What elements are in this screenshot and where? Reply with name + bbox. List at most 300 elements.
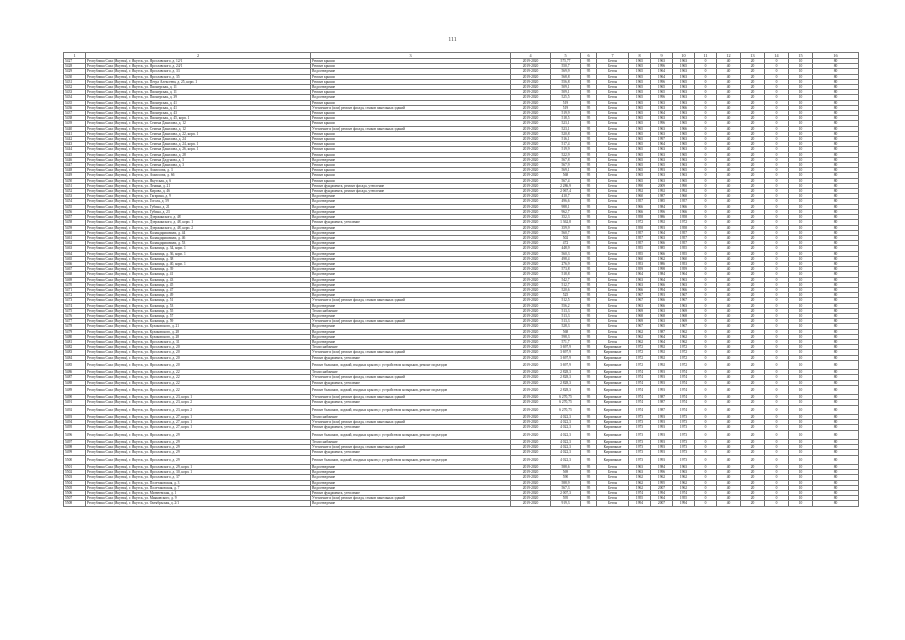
table-cell: 40	[717, 69, 741, 74]
table-cell: 0	[695, 157, 717, 162]
table-cell: 5438	[64, 116, 86, 121]
column-number: 5	[551, 53, 581, 59]
table-cell: 1962	[673, 475, 695, 480]
table-cell: 10	[789, 241, 813, 246]
table-cell: 2019-2020	[511, 287, 551, 292]
table-cell: 1963	[673, 163, 695, 168]
table-cell: 1962	[651, 256, 673, 261]
table-cell: Республика Саха (Якутия), г. Якутск, ул. Ярославского, д. 20	[86, 345, 311, 350]
table-cell: 1992	[629, 189, 651, 194]
table-cell: 80	[813, 157, 859, 162]
table-cell: 1972	[673, 355, 695, 360]
table-cell: 1965	[629, 95, 651, 100]
table-cell: 95	[581, 178, 597, 183]
table-cell: Бетон	[597, 230, 629, 235]
table-cell: 5500	[64, 455, 86, 464]
table-cell: 40	[717, 334, 741, 339]
table-cell: 0	[765, 230, 789, 235]
table-cell: 40	[717, 105, 741, 110]
table-cell: 10	[789, 490, 813, 495]
column-number: 16	[813, 53, 859, 59]
table-cell: Бетон	[597, 116, 629, 121]
table-cell: 1966	[651, 251, 673, 256]
table-cell: 20	[741, 168, 765, 173]
table-cell: 0	[765, 235, 789, 240]
table-cell: 0	[695, 261, 717, 266]
table-cell: 80	[813, 375, 859, 380]
table-cell: 20	[741, 152, 765, 157]
table-cell: 20	[741, 345, 765, 350]
table-cell: Республика Саха (Якутия), г. Якутск, ул. Гоголя, д. 59	[86, 199, 311, 204]
table-cell: 95	[581, 85, 597, 90]
table-cell: 1972	[629, 355, 651, 360]
table-cell: 0	[765, 334, 789, 339]
table-cell: Бетон	[597, 209, 629, 214]
table-cell: 1965	[651, 324, 673, 329]
table-cell: 1962	[673, 480, 695, 485]
table-cell: 1974	[629, 380, 651, 385]
table-cell: 80	[813, 142, 859, 147]
table-cell: 95	[581, 90, 597, 95]
table-cell: 2019-2020	[511, 59, 551, 64]
table-cell: 5494	[64, 420, 86, 425]
table-cell: 20	[741, 74, 765, 79]
table-cell: 1967	[629, 324, 651, 329]
table-cell: 10	[789, 79, 813, 84]
table-cell: 20	[741, 319, 765, 324]
table-cell: 1993	[651, 168, 673, 173]
table-cell: 0	[695, 69, 717, 74]
table-cell: 590	[551, 475, 581, 480]
table-cell: 1972	[629, 220, 651, 225]
table-cell: 1994	[651, 287, 673, 292]
table-cell: 1964	[651, 142, 673, 147]
table-cell: 2019-2020	[511, 480, 551, 485]
table-cell: 95	[581, 490, 597, 495]
table-cell: 95	[581, 272, 597, 277]
table-cell: 80	[813, 350, 859, 355]
table-cell: 2019-2020	[511, 293, 551, 298]
table-cell: 0	[695, 189, 717, 194]
table-cell: 80	[813, 425, 859, 430]
table-cell: 95	[581, 464, 597, 469]
table-cell: Республика Саха (Якутия), г. Якутск, ул. Ярославского, д. 20	[86, 350, 311, 355]
table-cell: 10	[789, 142, 813, 147]
table-cell: 1963	[629, 303, 651, 308]
table-cell: 95	[581, 355, 597, 360]
table-cell: 1974	[673, 380, 695, 385]
table-cell: 2019-2020	[511, 303, 551, 308]
table-cell: 0	[695, 168, 717, 173]
table-cell: 1959	[673, 267, 695, 272]
table-cell: 20	[741, 272, 765, 277]
table-cell: 2019-2020	[511, 272, 551, 277]
table-cell: 20	[741, 439, 765, 444]
table-cell: 40	[717, 272, 741, 277]
table-cell: 1993	[651, 293, 673, 298]
table-cell: 0	[695, 450, 717, 455]
table-cell: 2019-2020	[511, 345, 551, 350]
table-cell: 525,5	[551, 95, 581, 100]
table-cell: 1962	[673, 334, 695, 339]
table-cell: 40	[717, 385, 741, 394]
table-cell: 95	[581, 287, 597, 292]
table-cell: 2019-2020	[511, 395, 551, 400]
table-cell: 1973	[629, 425, 651, 430]
table-cell: Бетон	[597, 293, 629, 298]
table-cell: 1965	[651, 163, 673, 168]
table-cell: 5467	[64, 267, 86, 272]
table-cell: 40	[717, 350, 741, 355]
table-cell: 10	[789, 194, 813, 199]
table-cell: 80	[813, 430, 859, 439]
table-cell: Республика Саха (Якутия), г. Якутск, ул. Ярославского, д. 22	[86, 385, 311, 394]
table-cell: 10	[789, 74, 813, 79]
table-cell: 95	[581, 74, 597, 79]
table-cell: Республика Саха (Якутия), г. Якутск, ул. Кальвица, д. 43	[86, 277, 311, 282]
table-cell: 40	[717, 178, 741, 183]
table-row	[64, 385, 859, 394]
table-cell: Республика Саха (Якутия), г. Якутск, ул. Ярославского, д. 24/1	[86, 64, 311, 69]
table-cell: 2019-2020	[511, 313, 551, 318]
table-cell: 5496	[64, 430, 86, 439]
table-cell: Республика Саха (Якутия), г. Якутск, ул. Кальвица, д. 49	[86, 293, 311, 298]
table-cell: Ремонт фундамента, утепление	[311, 450, 511, 455]
table-cell: Кирпичные	[597, 425, 629, 430]
table-cell: 40	[717, 319, 741, 324]
table-cell: Кирпичные	[597, 360, 629, 369]
table-cell: 95	[581, 261, 597, 266]
table-cell: Ремонт фундамента, утепление	[311, 400, 511, 405]
table-cell: Ремонт крыши	[311, 173, 511, 178]
table-cell: 20	[741, 64, 765, 69]
table-cell: 20	[741, 157, 765, 162]
table-cell: 0	[695, 64, 717, 69]
table-cell: 1967	[673, 324, 695, 329]
table-cell: 10	[789, 414, 813, 419]
table-cell: Ремонт крыши	[311, 74, 511, 79]
table-cell: 5431	[64, 79, 86, 84]
table-cell: Бетон	[597, 74, 629, 79]
table-cell: 0	[695, 147, 717, 152]
table-cell: Водоотведение	[311, 204, 511, 209]
table-cell: Ремонт крыши	[311, 79, 511, 84]
table-cell: 5489	[64, 385, 86, 394]
table-cell: 20	[741, 225, 765, 230]
table-cell: Республика Саха (Якутия), г. Якутск, ул. Дзержинского, д. 48, корп. 1	[86, 220, 311, 225]
table-cell: 80	[813, 116, 859, 121]
table-cell: 0	[695, 246, 717, 251]
table-cell: 0	[765, 485, 789, 490]
table-cell: 40	[717, 475, 741, 480]
table-cell: 5441	[64, 131, 86, 136]
table-cell: Республика Саха (Якутия), г. Якутск, ул. Кальвица, д. 47	[86, 287, 311, 292]
table-cell: 1957	[629, 230, 651, 235]
table-cell: 448,9	[551, 246, 581, 251]
column-number: 7	[597, 53, 629, 59]
table-cell: 2019-2020	[511, 324, 551, 329]
table-cell: 20	[741, 303, 765, 308]
table-cell: 0	[765, 339, 789, 344]
table-cell: 5505	[64, 485, 86, 490]
table-cell: 20	[741, 137, 765, 142]
table-cell: 95	[581, 157, 597, 162]
table-cell: 1968	[629, 313, 651, 318]
table-cell: 2019-2020	[511, 225, 551, 230]
table-cell: 40	[717, 251, 741, 256]
table-cell: 80	[813, 501, 859, 506]
table-cell: 80	[813, 464, 859, 469]
table-cell: 2019-2020	[511, 142, 551, 147]
table-cell: 95	[581, 485, 597, 490]
table-cell: 1963	[651, 173, 673, 178]
table-cell: Водоотведение	[311, 501, 511, 506]
table-cell: 2 007,3	[551, 490, 581, 495]
table-cell: 40	[717, 111, 741, 116]
table-cell: Республика Саха (Якутия), г. Якутск, ул. Кальвица, д. 55	[86, 308, 311, 313]
table-cell: 1963	[651, 147, 673, 152]
table-cell: 10	[789, 251, 813, 256]
table-cell: 0	[695, 303, 717, 308]
table-cell: 1965	[673, 142, 695, 147]
table-cell: 1963	[651, 319, 673, 324]
table-cell: 0	[695, 163, 717, 168]
table-cell: 40	[717, 183, 741, 188]
table-cell: 20	[741, 324, 765, 329]
table-cell: 1963	[629, 282, 651, 287]
table-cell: 10	[789, 230, 813, 235]
table-cell: 5483	[64, 350, 86, 355]
table-cell: 0	[695, 490, 717, 495]
table-cell: 20	[741, 385, 765, 394]
table-cell: 1965	[629, 126, 651, 131]
table-cell: 2019-2020	[511, 455, 551, 464]
table-cell: 1958	[629, 215, 651, 220]
table-cell: 4 022,3	[551, 439, 581, 444]
table-cell: 95	[581, 235, 597, 240]
table-cell: 1964	[673, 272, 695, 277]
table-cell: 560,3	[551, 251, 581, 256]
table-cell: 1990	[673, 183, 695, 188]
table-cell: 80	[813, 445, 859, 450]
table-cell: 1969	[673, 319, 695, 324]
table-cell: 1962	[629, 334, 651, 339]
table-cell: 5443	[64, 142, 86, 147]
table-cell: 5434	[64, 95, 86, 100]
table-cell: 80	[813, 414, 859, 419]
table-cell: Республика Саха (Якутия), г. Якутск, ул. Ярославского, д. 29	[86, 430, 311, 439]
table-cell: 40	[717, 490, 741, 495]
table-cell: 1973	[629, 450, 651, 455]
table-cell: 0	[765, 199, 789, 204]
table-cell: Бетон	[597, 163, 629, 168]
table-cell: 1974	[673, 385, 695, 394]
table-cell: 1992	[651, 189, 673, 194]
column-number: 10	[673, 53, 695, 59]
table-cell: 95	[581, 173, 597, 178]
table-cell: Республика Саха (Якутия), г. Якутск, ул. Пионерская, д. 43	[86, 111, 311, 116]
table-cell: 0	[765, 163, 789, 168]
table-cell: Кирпичные	[597, 350, 629, 355]
table-cell: 5448	[64, 168, 86, 173]
table-cell: 0	[765, 319, 789, 324]
table-cell: Теплоснабжение	[311, 439, 511, 444]
table-cell: 40	[717, 241, 741, 246]
table-cell: 1974	[629, 400, 651, 405]
table-cell: 95	[581, 319, 597, 324]
table-cell: 1965	[629, 168, 651, 173]
table-cell: 10	[789, 95, 813, 100]
table-cell: Бетон	[597, 256, 629, 261]
table-cell: 5493	[64, 414, 86, 419]
table-cell: 1966	[673, 126, 695, 131]
table-cell: 40	[717, 293, 741, 298]
table-cell: 20	[741, 251, 765, 256]
table-cell: Республика Саха (Якутия), г. Якутск, ул. Ярославского, д. 27, корп. 1	[86, 425, 311, 430]
table-cell: Водоотведение	[311, 277, 511, 282]
table-cell: Ремонт балконов, лоджий, входных крылец с устройством козырьков, ремонт подъездов	[311, 360, 511, 369]
table-cell: 0	[695, 324, 717, 329]
table-cell: 0	[765, 189, 789, 194]
table-cell: 80	[813, 90, 859, 95]
table-cell: 10	[789, 439, 813, 444]
table-cell: Бетон	[597, 215, 629, 220]
table-cell: 5460	[64, 230, 86, 235]
table-cell: 40	[717, 430, 741, 439]
table-cell: 40	[717, 64, 741, 69]
table-cell: 525	[551, 293, 581, 298]
table-cell: Бетон	[597, 137, 629, 142]
table-cell: 40	[717, 282, 741, 287]
table-cell: 5449	[64, 173, 86, 178]
table-cell: 0	[765, 430, 789, 439]
table-cell: 560,7	[551, 230, 581, 235]
table-cell: 1984	[651, 272, 673, 277]
table-cell: Кирпичные	[597, 400, 629, 405]
table-cell: 5487	[64, 375, 86, 380]
table-cell: 5482	[64, 345, 86, 350]
table-cell: 1974	[673, 375, 695, 380]
table-cell: 20	[741, 126, 765, 131]
table-cell: 1963	[673, 137, 695, 142]
table-cell: 2019-2020	[511, 152, 551, 157]
table-cell: Бетон	[597, 324, 629, 329]
table-cell: 1963	[673, 147, 695, 152]
table-cell: 519,9	[551, 147, 581, 152]
table-cell: 1966	[651, 303, 673, 308]
table-cell: 523,1	[551, 121, 581, 126]
table-cell: 10	[789, 235, 813, 240]
table-cell: 1964	[651, 230, 673, 235]
table-cell: Ремонт крыши	[311, 147, 511, 152]
table-cell: 0	[695, 131, 717, 136]
table-cell: 1985	[651, 199, 673, 204]
table-cell: 10	[789, 111, 813, 116]
table-cell: 80	[813, 79, 859, 84]
table-cell: 20	[741, 298, 765, 303]
table-cell: 0	[695, 329, 717, 334]
table-cell: 2 286,9	[551, 183, 581, 188]
table-cell: 0	[765, 450, 789, 455]
table-cell: 20	[741, 178, 765, 183]
table-cell: 5427	[64, 59, 86, 64]
column-number: 8	[629, 53, 651, 59]
table-cell: Бетон	[597, 272, 629, 277]
table-cell: 1974	[629, 395, 651, 400]
table-cell: Теплоснабжение	[311, 370, 511, 375]
table-cell: 1974	[629, 490, 651, 495]
table-cell: 20	[741, 287, 765, 292]
table-cell: 1955	[673, 246, 695, 251]
table-cell: 10	[789, 183, 813, 188]
table-cell: 40	[717, 256, 741, 261]
table-cell: 0	[765, 329, 789, 334]
table-cell: 20	[741, 425, 765, 430]
table-cell: 20	[741, 282, 765, 287]
table-cell: Республика Саха (Якутия), г. Якутск, ул. Ярославского, д. 23, корп. 1	[86, 395, 311, 400]
table-cell: 1965	[629, 79, 651, 84]
table-cell: 80	[813, 282, 859, 287]
table-cell: 80	[813, 272, 859, 277]
table-cell: Республика Саха (Якутия), г. Якутск, ул. Кальвица, д. 45	[86, 282, 311, 287]
table-row	[64, 430, 859, 439]
table-cell: 498,4	[551, 256, 581, 261]
table-cell: Республика Саха (Якутия), г. Якутск, ул. Кулаковского, д. 28	[86, 334, 311, 339]
table-cell: Бетон	[597, 220, 629, 225]
table-cell: 10	[789, 220, 813, 225]
table-cell: Ремонт крыши	[311, 90, 511, 95]
table-cell: 2019-2020	[511, 277, 551, 282]
table-cell: 1963	[629, 464, 651, 469]
table-cell: 10	[789, 64, 813, 69]
table-cell: 0	[765, 370, 789, 375]
table-cell: 5463	[64, 246, 86, 251]
table-cell: 80	[813, 313, 859, 318]
table-cell: 1966	[673, 105, 695, 110]
table-cell: 2019-2020	[511, 350, 551, 355]
table-cell: 3 697,9	[551, 355, 581, 360]
table-cell: 517,4	[551, 142, 581, 147]
table-cell: 1960	[629, 194, 651, 199]
table-cell: 1996	[651, 121, 673, 126]
table-cell: 40	[717, 501, 741, 506]
table-cell: 0	[695, 375, 717, 380]
table-cell: 1996	[651, 79, 673, 84]
table-cell: 1973	[673, 420, 695, 425]
table-cell: Республика Саха (Якутия), г. Якутск, ул. Ярославского, д. 22	[86, 375, 311, 380]
table-cell: 5477	[64, 319, 86, 324]
table-cell: 95	[581, 370, 597, 375]
table-cell: 40	[717, 313, 741, 318]
table-cell: 1 362,8	[551, 220, 581, 225]
table-cell: 2019-2020	[511, 360, 551, 369]
table-cell: 2019-2020	[511, 400, 551, 405]
table-cell: 1959	[629, 267, 651, 272]
table-cell: 20	[741, 480, 765, 485]
table-cell: 10	[789, 425, 813, 430]
table-cell: 80	[813, 95, 859, 100]
table-cell: 988,1	[551, 204, 581, 209]
table-cell: 1992	[651, 355, 673, 360]
table-cell: Республика Саха (Якутия), г. Якутск, ул. Семена Данилова, д. 24	[86, 137, 311, 142]
table-cell: Республика Саха (Якутия), г. Якутск, ул. Пионерская, д. 41	[86, 100, 311, 105]
table-cell: 1974	[629, 375, 651, 380]
table-cell: 2019-2020	[511, 64, 551, 69]
table-cell: 2 067,4	[551, 189, 581, 194]
table-cell: Водоотведение	[311, 215, 511, 220]
table-cell: 1965	[629, 163, 651, 168]
table-cell: 0	[695, 256, 717, 261]
